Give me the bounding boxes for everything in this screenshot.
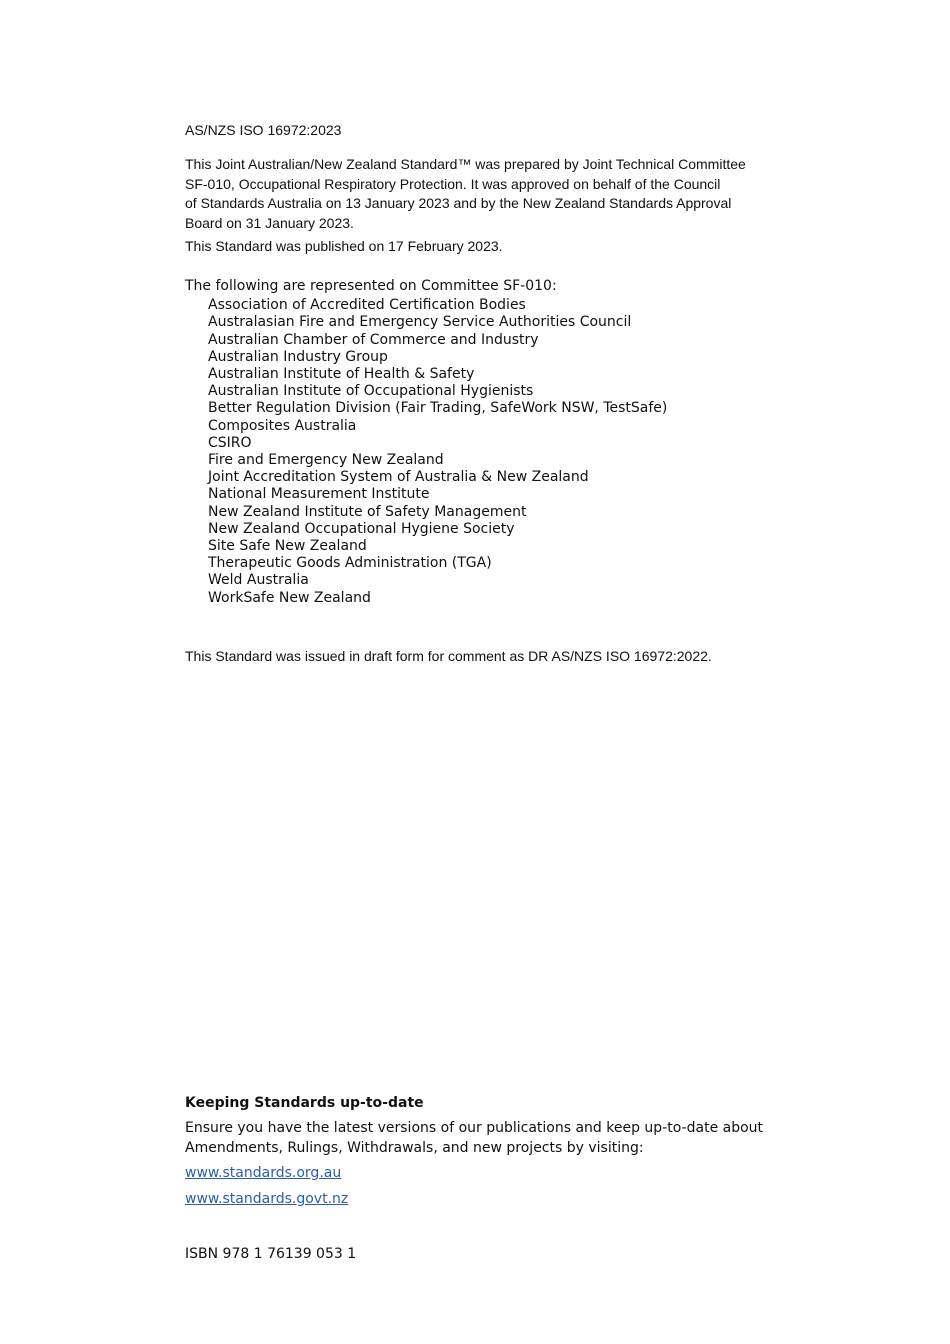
list-item: Australian Industry Group (208, 348, 388, 365)
list-item: Association of Accredited Certification Bodies (208, 297, 526, 314)
list-item: Composites Australia (208, 417, 357, 434)
intro-line: This Joint Australian/New Zealand Standard™ was prepared by Joint Technical Committee (185, 156, 746, 172)
standards-australia-link[interactable]: www.standards.org.au (185, 1165, 342, 1181)
committee-heading: The following are represented on Committee SF-010: (185, 278, 557, 294)
committee-section (185, 278, 667, 607)
list-item: Site Safe New Zealand (208, 538, 367, 555)
list-item: CSIRO (208, 434, 252, 451)
standard-identifier: AS/NZS ISO 16972:2023 (185, 122, 342, 138)
list-item: New Zealand Occupational Hygiene Society (208, 520, 515, 537)
isbn: ISBN 978 1 76139 053 1 (185, 1246, 357, 1262)
list-item: New Zealand Institute of Safety Management (208, 503, 527, 520)
list-item: WorkSafe New Zealand (208, 589, 371, 606)
keeping-body-line: Amendments, Rulings, Withdrawals, and new projects by visiting: (185, 1140, 644, 1156)
list-item: Joint Accreditation System of Australia & New Zealand (208, 469, 589, 486)
list-item: Weld Australia (208, 572, 309, 589)
list-item: National Measurement Institute (208, 486, 430, 503)
list-item: Australian Institute of Occupational Hygienists (208, 383, 534, 400)
keeping-body (185, 1118, 785, 1158)
standards-nz-link[interactable]: www.standards.govt.nz (185, 1191, 349, 1207)
keeping-heading: Keeping Standards up-to-date (185, 1095, 424, 1111)
list-item: Therapeutic Goods Administration (TGA) (208, 555, 492, 572)
list-item: Fire and Emergency New Zealand (208, 452, 444, 469)
list-item: Australian Chamber of Commerce and Industry (208, 331, 539, 348)
intro-line: of Standards Australia on 13 January 2023 and by the New Zealand Standards Approval (185, 195, 732, 211)
intro-paragraph (185, 155, 775, 233)
publication-date-note: This Standard was published on 17 February 2023. (185, 238, 503, 254)
keeping-body-line: Ensure you have the latest versions of our publications and keep up-to-date about (185, 1120, 764, 1136)
committee-member-list (185, 297, 667, 607)
list-item: Australian Institute of Health & Safety (208, 366, 475, 383)
intro-line: Board on 31 January 2023. (185, 214, 354, 231)
draft-note: This Standard was issued in draft form for comment as DR AS/NZS ISO 16972:2022. (185, 648, 712, 664)
keeping-up-to-date-section (185, 1094, 785, 1208)
list-item: Australasian Fire and Emergency Service Authorities Council (208, 314, 632, 331)
intro-line: SF-010, Occupational Respiratory Protection. It was approved on behalf of the Council (185, 175, 721, 192)
list-item: Better Regulation Division (Fair Trading, SafeWork NSW, TestSafe) (208, 400, 668, 417)
